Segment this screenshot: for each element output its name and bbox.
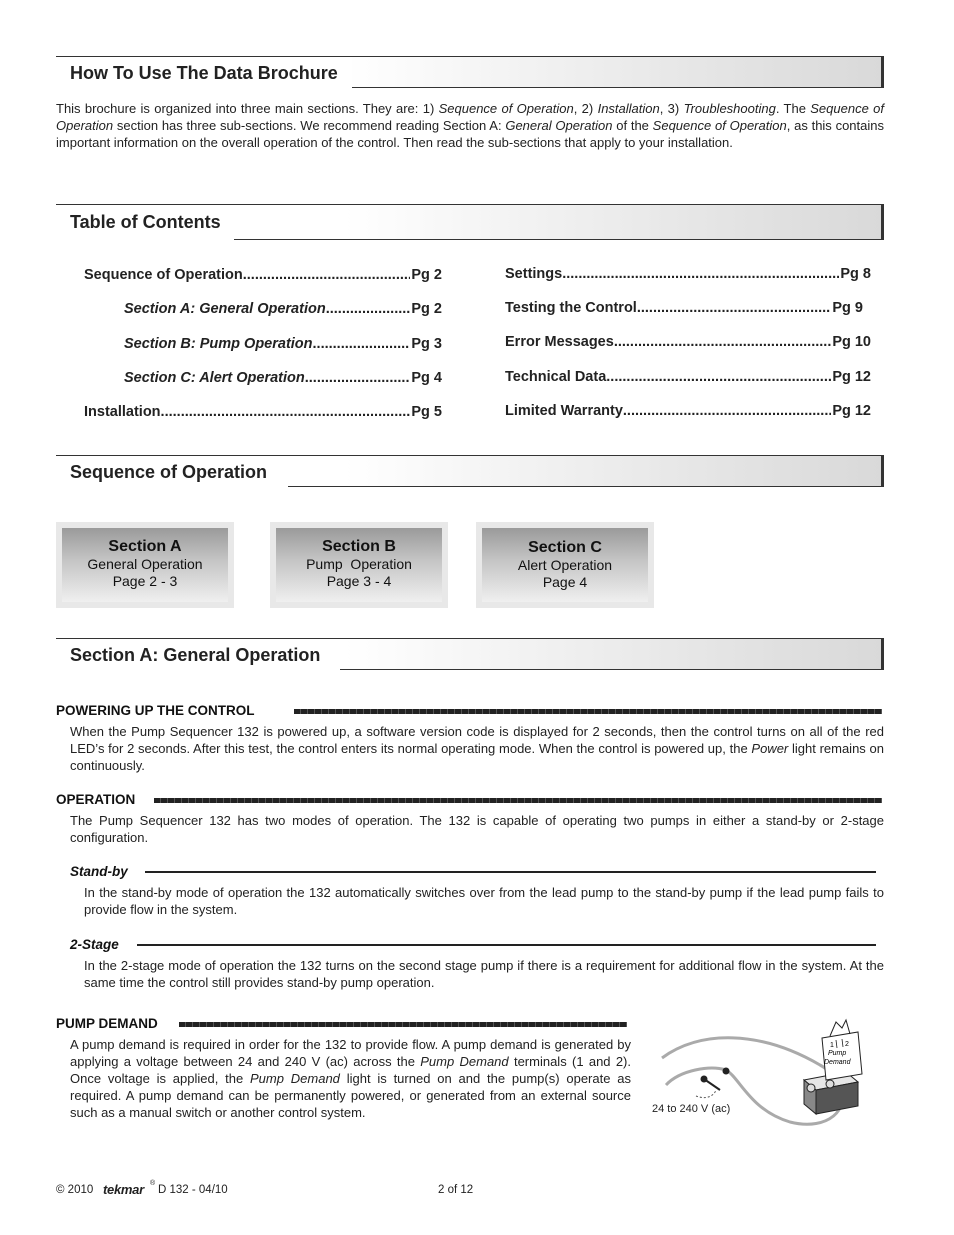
- toc-entry-label: Technical Data: [505, 369, 607, 385]
- sequence-header: [56, 455, 884, 487]
- toc-entry-label: Limited Warranty: [505, 403, 623, 419]
- switch-contact-2: [723, 1068, 730, 1075]
- terminal-number-2: 2: [845, 1041, 849, 1048]
- toc-entry[interactable]: [505, 299, 863, 317]
- toc-entry[interactable]: [505, 265, 871, 283]
- standby-paragraph: In the stand-by mode of operation the 132 automatically switches over from the lead pump to the stand-by pump if the lead pump fails to provide flow in the system.: [84, 885, 884, 917]
- toc-entry[interactable]: [84, 266, 442, 284]
- standby-heading: Stand-by: [70, 864, 128, 879]
- toc-entry-label: Sequence of Operation: [84, 267, 243, 283]
- toc-entry-label: Testing the Control: [505, 300, 637, 316]
- terminal-screw-2: [826, 1080, 834, 1088]
- section-a-title: Section A: General Operation: [56, 638, 340, 671]
- toc-dots: [313, 335, 411, 353]
- section-box-title: Section B: [322, 538, 396, 555]
- toc-dots: [243, 266, 411, 284]
- toc-dots: [606, 368, 831, 386]
- toc-entry-label: Section B: Pump Operation: [124, 336, 313, 352]
- section-c-panel: [482, 528, 648, 602]
- section-a-panel: [62, 528, 228, 602]
- intro-text: . The: [775, 101, 811, 116]
- toc-entry[interactable]: [124, 300, 442, 318]
- toc-title: Table of Contents: [56, 204, 234, 241]
- toc-entry-label: Section C: Alert Operation: [124, 370, 305, 386]
- terminal-number-1: 1: [830, 1042, 834, 1049]
- toc-dots: [305, 369, 411, 387]
- section-box-title: Section C: [528, 539, 602, 556]
- intro-text: , 2): [573, 101, 598, 116]
- pump-demand-paragraph: [70, 1036, 631, 1121]
- how-to-use-title: How To Use The Data Brochure: [56, 56, 352, 89]
- intro-paragraph: [56, 100, 884, 151]
- intro-text: This brochure is organized into three main sections. They are: 1): [56, 101, 439, 116]
- toc-entry[interactable]: [505, 333, 871, 351]
- toc-entry-page: Pg 2: [411, 267, 442, 283]
- twostage-heading: 2-Stage: [70, 937, 119, 952]
- section-box-sub: General Operation: [87, 556, 203, 572]
- toc-entry-page: Pg 4: [411, 370, 442, 386]
- intro-italic: Installation: [597, 101, 660, 116]
- intro-italic: Troubleshooting: [683, 101, 776, 116]
- section-box-pages: Page 2 - 3: [112, 573, 178, 589]
- pump-demand-italic: Pump Demand: [250, 1071, 340, 1086]
- toc-entry-page: Pg 3: [411, 336, 442, 352]
- toc-dots: [161, 403, 411, 421]
- intro-text: , 3): [659, 101, 684, 116]
- toc-entry[interactable]: [124, 369, 442, 387]
- powering-heading: POWERING UP THE CONTROL: [56, 703, 255, 718]
- toc-entry-label: Error Messages: [505, 334, 614, 350]
- twostage-rule: [137, 944, 876, 946]
- intro-text: section has three sub-sections. We recommend reading Section A:: [113, 118, 506, 133]
- pump-demand-text: A pump demand is required in order for the 132 to provide flow. A pump demand is generated by applying a voltage between 24 and 240 V (ac) across the: [70, 1037, 631, 1069]
- toc-entry[interactable]: [505, 402, 871, 420]
- powering-italic: Power: [751, 741, 789, 756]
- powering-text: light remains on continuously.: [70, 741, 884, 773]
- footer-brand-logo: tekmar: [103, 1182, 144, 1197]
- footer-doc-code: D 132 - 04/10: [158, 1184, 228, 1196]
- toc-entry-label: Settings: [505, 266, 563, 282]
- toc-entry-page: Pg 10: [832, 334, 871, 350]
- footer-copyright: © 2010: [56, 1184, 94, 1196]
- intro-italic: Sequence of Operation: [56, 101, 884, 133]
- powering-rule: [294, 709, 882, 714]
- section-b-panel: [276, 528, 442, 602]
- intro-text: , as this contains important information on the overall operation of the control. Then read the sub-sections that apply to your installation.: [56, 118, 884, 150]
- operation-paragraph: The Pump Sequencer 132 has two modes of operation. The 132 is capable of operating two pumps in either a stand-by or 2-stage configuration.: [70, 813, 884, 845]
- terminal-screw-1: [807, 1084, 815, 1092]
- switch-blade: [704, 1079, 720, 1090]
- toc-dots: [637, 299, 832, 317]
- powering-paragraph: [70, 723, 884, 774]
- twostage-paragraph: In the 2-stage mode of operation the 132 turns on the second stage pump if there is a requirement for additional flow in the system. At the same time the control still provides stand-by pump operation.: [84, 958, 884, 990]
- section-box-pages: Page 4: [542, 574, 588, 590]
- pump-demand-heading: PUMP DEMAND: [56, 1016, 158, 1031]
- toc-entry-page: Pg 12: [832, 403, 871, 419]
- toc-entry-label: Installation: [84, 404, 161, 420]
- intro-italic: Sequence of Operation: [652, 118, 787, 133]
- toc-entry-page: Pg 8: [840, 266, 871, 282]
- voltage-label: 24 to 240 V (ac): [652, 1103, 731, 1115]
- powering-text: When the Pump Sequencer 132 is powered up, a software version code is displayed for 2 seconds, then the control turns on all of the red LED’s for 2 seconds. After this test, the control enters its normal operating mode. When the control is powered up, the: [70, 724, 884, 756]
- operation-rule: [154, 798, 882, 803]
- section-b-box[interactable]: [270, 522, 448, 608]
- intro-text: of the: [612, 118, 653, 133]
- section-box-title: Section A: [108, 538, 182, 555]
- toc-entry[interactable]: [84, 403, 442, 421]
- pump-demand-text: terminals (1 and 2). Once voltage is applied, the: [70, 1054, 631, 1086]
- toc-entry-label: Section A: General Operation: [124, 301, 326, 317]
- toc-entry[interactable]: [505, 368, 871, 386]
- section-box-pages: Page 3 - 4: [326, 573, 392, 589]
- how-to-use-header: [56, 56, 884, 88]
- standby-rule: [145, 871, 876, 873]
- operation-heading: OPERATION: [56, 792, 136, 807]
- toc-entry-page: Pg 12: [832, 369, 871, 385]
- toc-dots: [623, 402, 831, 420]
- toc-header: [56, 204, 884, 240]
- terminal-caption-demand: Demand: [824, 1059, 851, 1066]
- toc-entry-page: Pg 5: [411, 404, 442, 420]
- footer-registered-mark: ®: [150, 1180, 156, 1187]
- intro-italic: General Operation: [505, 118, 613, 133]
- section-a-header: [56, 638, 884, 670]
- footer-page-number: 2 of 12: [438, 1184, 474, 1196]
- pump-demand-text: light is turned on and the pump(s) operate as required. A pump demand can be permanently powered, or generated from an external source such as a manual switch or another control system.: [70, 1071, 631, 1120]
- section-c-box[interactable]: [476, 522, 654, 608]
- toc-entry-page: Pg 2: [411, 301, 442, 317]
- toc-dots: [562, 265, 839, 283]
- toc-entry-page: Pg 9: [832, 300, 863, 316]
- switch-arrow: [696, 1090, 716, 1098]
- terminal-caption-pump: Pump: [828, 1050, 847, 1057]
- sequence-title: Sequence of Operation: [56, 455, 288, 488]
- section-box-sub: Pump Operation: [306, 556, 412, 572]
- toc-dots: [326, 300, 411, 318]
- section-box-sub: Alert Operation: [517, 557, 613, 573]
- pump-demand-rule: [179, 1022, 627, 1027]
- pump-demand-italic: Pump Demand: [420, 1054, 509, 1069]
- section-a-box[interactable]: [56, 522, 234, 608]
- intro-italic: Sequence of Operation: [438, 101, 574, 116]
- toc-entry[interactable]: [124, 335, 442, 353]
- toc-dots: [614, 333, 832, 351]
- pump-demand-diagram: [640, 1010, 880, 1140]
